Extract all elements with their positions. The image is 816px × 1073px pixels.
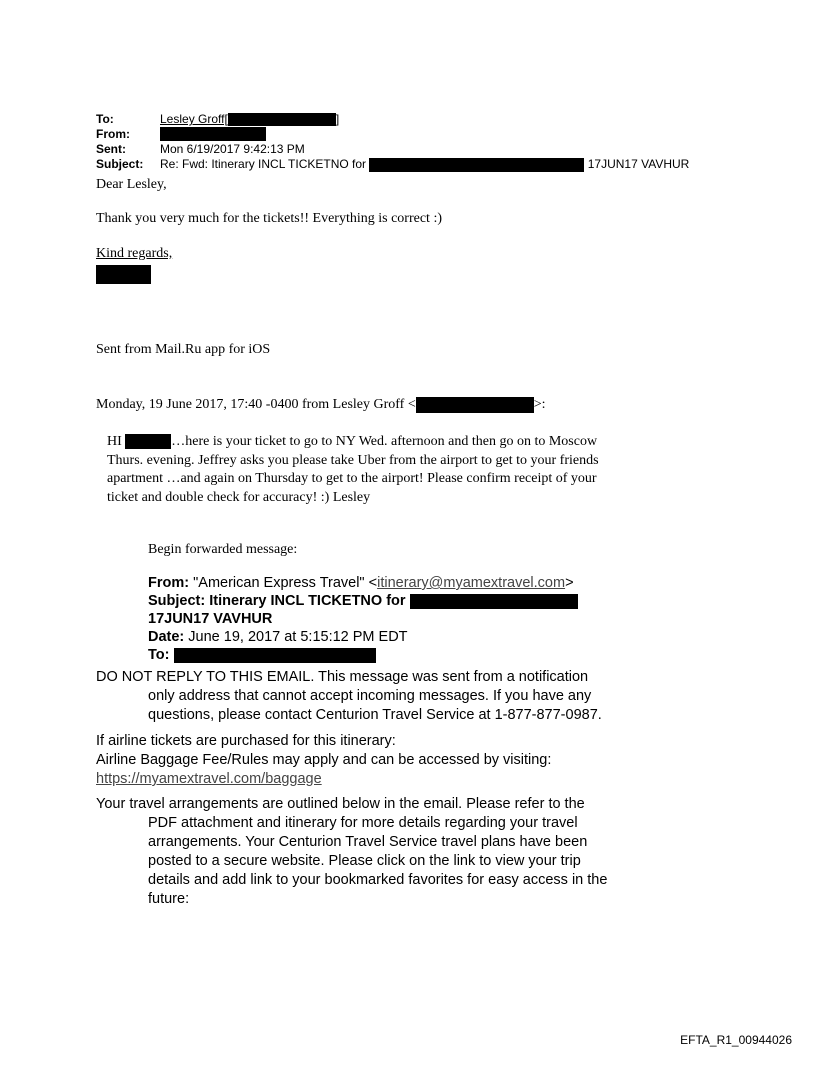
notice-line: DO NOT REPLY TO THIS EMAIL. This message was sent from a notification	[96, 669, 589, 685]
quoted-line: ticket and double check for accuracy! :) Lesley	[107, 489, 371, 505]
quoted-intro	[96, 397, 546, 413]
redaction	[174, 648, 376, 663]
arrangements-line: Your travel arrangements are outlined below in the email. Please refer to the	[96, 796, 585, 812]
quoted-message	[107, 433, 599, 507]
hi: HI	[107, 434, 122, 449]
sent-value: Mon 6/19/2017 9:42:13 PM	[160, 142, 305, 156]
baggage-info	[96, 732, 551, 789]
fwd-subject-line2: 17JUN17 VAVHUR	[148, 611, 273, 627]
arrangements-line: details and add link to your bookmarked favorites for easy access in the	[148, 872, 608, 888]
subject-suffix: 17JUN17 VAVHUR	[587, 157, 690, 171]
begin-forwarded: Begin forwarded message:	[148, 542, 298, 557]
forwarded-header	[148, 574, 578, 664]
redaction	[160, 127, 266, 141]
baggage-link[interactable]: https://myamextravel.com/baggage	[96, 771, 322, 787]
reply-body: Thank you very much for the tickets!! Everything is correct :)	[96, 211, 442, 226]
arrangements-line: arrangements. Your Centurion Travel Service travel plans have been	[148, 834, 588, 850]
subject-label: Subject:	[96, 157, 144, 171]
arrangements-line: PDF attachment and itinerary for more details regarding your travel	[148, 815, 578, 831]
quoted-intro-end: >:	[533, 397, 546, 413]
to-close: ]	[335, 112, 340, 126]
fwd-from-end: >	[565, 575, 574, 591]
redaction	[369, 158, 584, 172]
no-reply-notice	[96, 668, 602, 725]
notice-line: questions, please contact Centurion Travel Service at 1-877-877-0987.	[148, 707, 602, 723]
sent-label: Sent:	[96, 142, 126, 156]
fwd-date-value: June 19, 2017 at 5:15:12 PM EDT	[184, 629, 408, 645]
notice-line: only address that cannot accept incoming messages. If you have any	[148, 688, 592, 704]
baggage-line: If airline tickets are purchased for this itinerary:	[96, 733, 396, 749]
fwd-to-label: To:	[148, 647, 170, 663]
mail-signature: Sent from Mail.Ru app for iOS	[96, 342, 271, 357]
quoted-line: apartment …and again on Thursday to get to the airport! Please confirm receipt of your	[107, 471, 597, 486]
subject-prefix: Re: Fwd: Itinerary INCL TICKETNO for	[160, 157, 367, 171]
redaction	[416, 397, 534, 413]
travel-arrangements	[96, 795, 607, 909]
subject-line	[160, 157, 689, 172]
to-name: Lesley Groff[	[160, 112, 228, 126]
quoted-line: Thurs. evening. Jeffrey asks you please take Uber from the airport to get to your friends	[107, 452, 599, 468]
redaction	[125, 434, 171, 449]
to-label: To:	[96, 112, 114, 126]
redaction	[410, 594, 578, 609]
to-value	[160, 112, 339, 127]
fwd-from-label: From:	[148, 575, 190, 591]
fwd-subject-label: Subject: Itinerary INCL TICKETNO for	[148, 593, 406, 609]
greeting: Dear Lesley,	[96, 177, 167, 192]
fwd-from-value: "American Express Travel" <	[193, 575, 378, 591]
document-id: EFTA_R1_00944026	[680, 1033, 792, 1047]
fwd-from-email-link[interactable]: itinerary@myamextravel.com	[377, 575, 566, 591]
redaction	[228, 113, 336, 126]
quoted-intro-text: Monday, 19 June 2017, 17:40 -0400 from Lesley Groff <	[96, 397, 416, 413]
redaction	[96, 265, 151, 284]
from-label: From:	[96, 127, 130, 141]
baggage-line: Airline Baggage Fee/Rules may apply and can be accessed by visiting:	[96, 752, 552, 768]
arrangements-line: posted to a secure website. Please click on the link to view your trip	[148, 853, 581, 869]
closing: Kind regards,	[96, 246, 173, 261]
quoted-line: …here is your ticket to go to NY Wed. afternoon and then go on to Moscow	[171, 434, 598, 449]
arrangements-line: future:	[148, 891, 190, 907]
fwd-date-label: Date:	[148, 629, 185, 645]
